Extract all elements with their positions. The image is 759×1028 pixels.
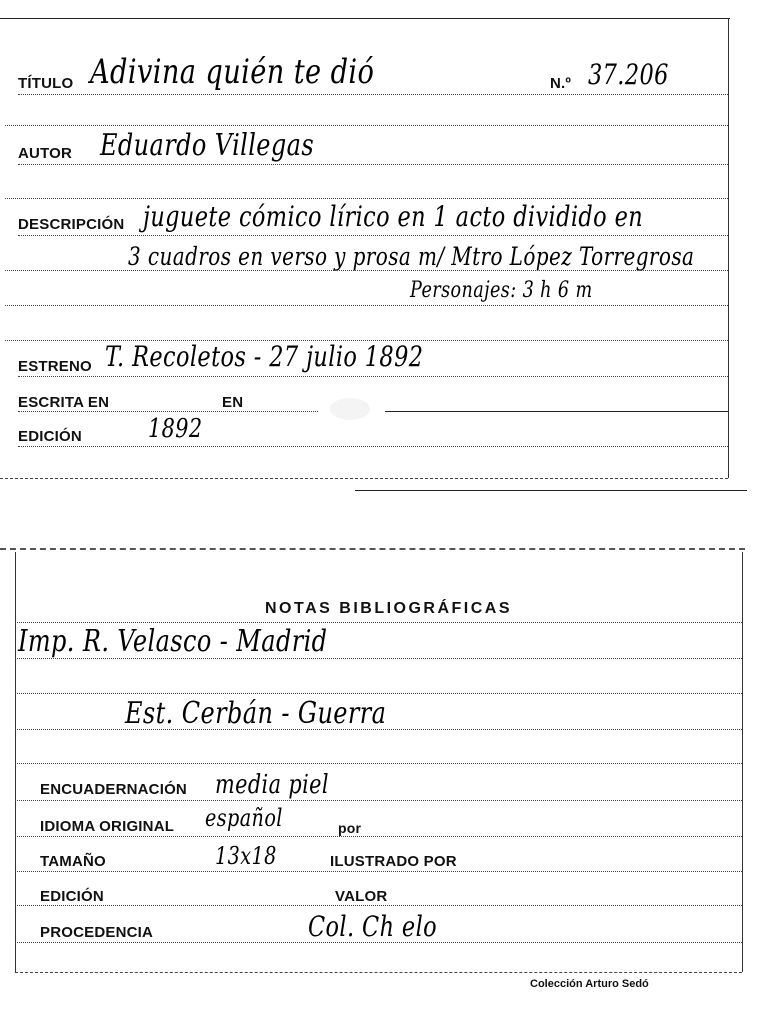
autor-label: AUTOR — [18, 145, 73, 162]
descripcion-line-1-rule — [18, 235, 728, 236]
titulo-value: Adivina quién te dió — [90, 52, 375, 92]
tamano-label: TAMAÑO — [40, 853, 106, 870]
procedencia-value: Col. Ch elo — [308, 910, 438, 943]
edicion-line — [18, 446, 728, 447]
blank-line-1 — [5, 125, 728, 126]
idioma-label: IDIOMA ORIGINAL — [40, 818, 175, 835]
descripcion-line-3-rule — [5, 305, 728, 306]
card1-top-border — [0, 18, 730, 19]
por-label: por — [338, 820, 362, 836]
notas-heading-rule — [15, 622, 742, 623]
nota-line-2-rule — [15, 729, 742, 730]
encuadernacion-value: media piel — [215, 770, 329, 800]
estreno-value: T. Recoletos - 27 julio 1892 — [105, 340, 424, 373]
nota-line-1-rule — [15, 658, 742, 659]
titulo-label: TÍTULO — [18, 75, 74, 92]
edicion-label: EDICIÓN — [18, 428, 82, 445]
nota-line-2: Est. Cerbán - Guerra — [125, 696, 387, 731]
escrita-line — [18, 411, 318, 412]
tamano-value: 13x18 — [215, 842, 277, 870]
card2-bottom-border — [15, 972, 742, 973]
procedencia-line — [15, 942, 742, 943]
edicion-value: 1892 — [148, 414, 203, 444]
descripcion-line-2-rule — [5, 270, 728, 271]
estreno-label: ESTRENO — [18, 358, 92, 375]
card2-top-border — [0, 548, 745, 550]
autor-value: Eduardo Villegas — [100, 128, 315, 163]
escrita-label: ESCRITA EN — [18, 394, 110, 411]
valor-label: VALOR — [335, 888, 388, 905]
descripcion-line-1: juguete cómico lírico en 1 acto dividido en — [143, 200, 644, 233]
encuadernacion-label: ENCUADERNACIÓN — [40, 781, 187, 798]
ilustrado-label: ILUSTRADO POR — [330, 853, 457, 870]
edicion2-label: EDICIÓN — [40, 888, 104, 905]
numero-label: N.º — [550, 75, 572, 92]
titulo-line — [18, 94, 728, 95]
blank-line-2 — [5, 198, 728, 199]
collection-credit: Colección Arturo Sedó — [530, 978, 649, 990]
card1-bottom-dots — [0, 478, 728, 479]
descripcion-line-3: Personajes: 3 h 6 m — [410, 278, 593, 303]
card1-right-border — [728, 18, 729, 478]
autor-line — [18, 164, 728, 165]
card2-left-border — [15, 552, 16, 972]
nota-blank-rule-1 — [15, 693, 742, 694]
idioma-line — [15, 836, 742, 837]
card2-right-border — [742, 552, 743, 972]
en-label: EN — [222, 394, 244, 411]
descripcion-line-2: 3 cuadros en verso y prosa m/ Mtro López Torregrosa — [128, 242, 695, 271]
idioma-value: español — [205, 804, 283, 832]
descripcion-label: DESCRIPCIÓN — [18, 216, 125, 233]
redaction-blot — [330, 398, 370, 420]
nota-line-1: Imp. R. Velasco - Madrid — [18, 624, 328, 659]
procedencia-label: PROCEDENCIA — [40, 924, 154, 941]
encuadernacion-line — [15, 800, 742, 801]
estreno-line — [18, 376, 728, 377]
nota-blank-rule-2 — [15, 763, 742, 764]
notas-heading: NOTAS BIBLIOGRÁFICAS — [265, 600, 513, 617]
numero-value: 37.206 — [588, 58, 669, 91]
card1-bottom-border — [355, 490, 747, 491]
escrita-line-right — [385, 411, 728, 412]
tamano-line — [15, 871, 742, 872]
edicion2-line — [15, 905, 742, 906]
